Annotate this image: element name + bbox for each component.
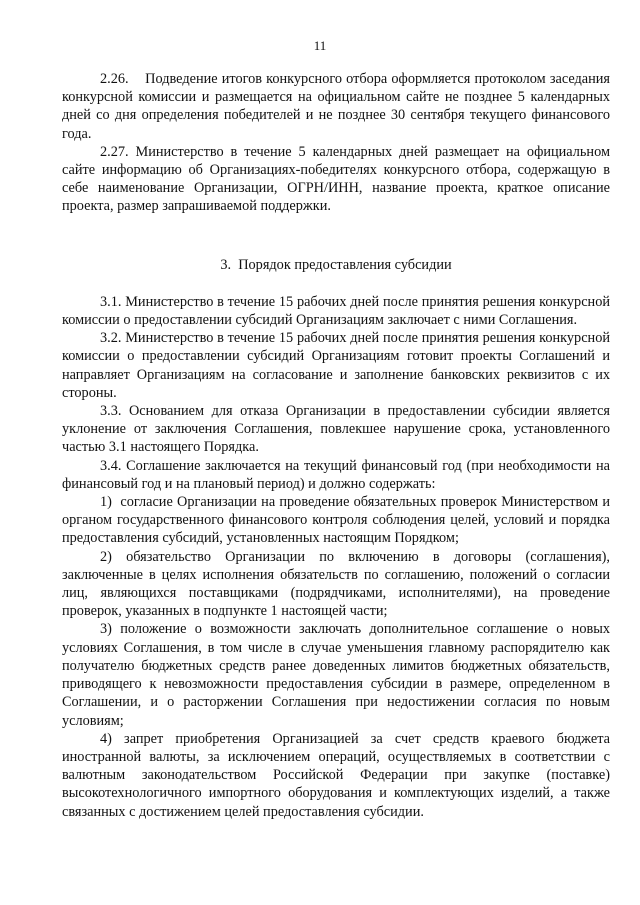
paragraph-3-1: 3.1. Министерство в течение 15 рабочих дней после принятия решения конкурсной комиссии о предоставлении субсидий Организациям заключает с ними Соглашения.	[62, 293, 610, 329]
list-item-3: 3) положение о возможности заключать дополнительное соглашение о новых условиях Соглашения, в том числе в случае уменьшения главному распорядителю как получателю бюджетных средств ранее доведенных лимитов бюджетных обязательств, приводящего к невозможности предоставления субсидии в размере, определенном в Соглашении, и о расторжении Соглашения при недостижении согласия по новым условиям;	[62, 621, 610, 729]
page-number: 11	[313, 38, 327, 53]
document-body	[62, 70, 610, 821]
list-item-4: 4) запрет приобретения Организацией за счет средств краевого бюджета иностранной валюты, за исключением операций, осуществляемых в соответствии с валютным законодательством Российской Федерации при закупке (поставке) высокотехнологичного импортного оборудования и комплектующих изделий, а также связанных с достижением целей предоставления субсидии.	[62, 730, 610, 820]
paragraph-3-2: 3.2. Министерство в течение 15 рабочих дней после принятия решения конкурсной комиссии о предоставлении субсидий Организациям готовит проекты Соглашений и направляет Организациям на согласование и заполнение банковских реквизитов с их стороны.	[62, 330, 610, 401]
paragraph-2-26: 2.26. Подведение итогов конкурсного отбора оформляется протоколом заседания конкурсной комиссии и размещается на официальном сайте не позднее 5 календарных дней со дня определения победителей и не позднее 30 сентября текущего финансового года.	[62, 71, 610, 142]
paragraph-2-27: 2.27. Министерство в течение 5 календарных дней размещает на официальном сайте информацию об Организациях-победителях конкурсного отбора, содержащую в себе наименование Организации, ОГРН/ИНН, название проекта, краткое описание проекта, размер запрашиваемой поддержки.	[62, 143, 610, 215]
list-item-1: 1) согласие Организации на проведение обязательных проверок Министерством и органом государственного финансового контроля соблюдения целей, условий и порядка предоставления субсидий, установленных настоящим Порядком;	[62, 494, 610, 547]
paragraph-3-3: 3.3. Основанием для отказа Организации в предоставлении субсидии является уклонение от заключения Соглашения, повлекшее нарушение срока, установленного частью 3.1 настоящего Порядка.	[62, 403, 610, 456]
paragraph-3-4: 3.4. Соглашение заключается на текущий финансовый год (при необходимости на финансовый год и на плановый период) и должно содержать:	[62, 457, 610, 492]
section-heading-3: 3. Порядок предоставления субсидии	[220, 256, 452, 273]
list-item-2: 2) обязательство Организации по включению в договоры (соглашения), заключенные в целях исполнения обязательств по соглашению, положений о согласии лиц, являющихся поставщиками (подрядчиками, исполнителями), на проведение проверок, указанных в подпункте 1 настоящей части;	[62, 548, 610, 620]
